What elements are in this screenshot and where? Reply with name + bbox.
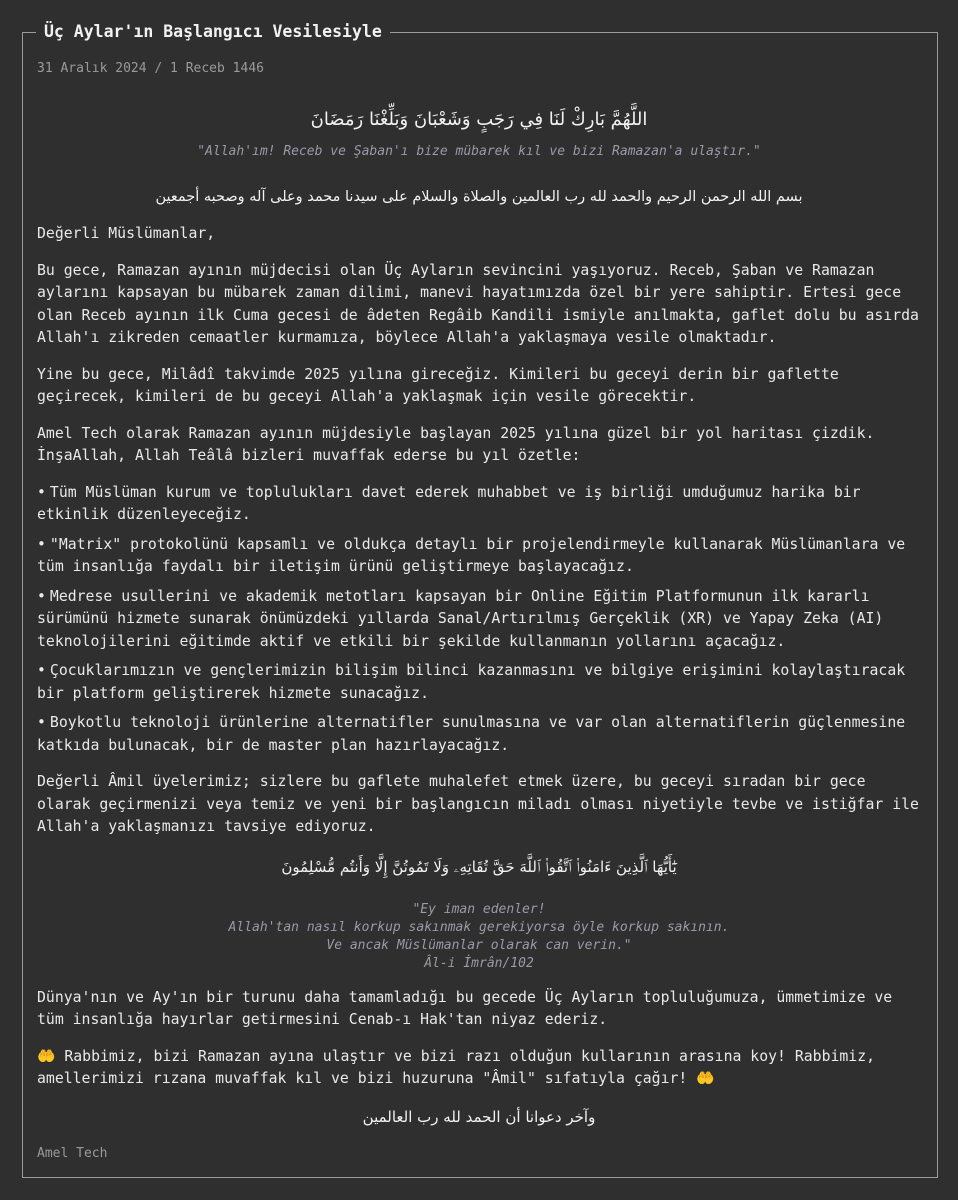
goal-text: Çocuklarımızın ve gençlerimizin bilişim bilinci kazanmasını ve bilgiye erişimini kolaylaştıracak bir platform geliştirerek hizmete sunacağız.: [37, 662, 906, 702]
closing-paragraph: Dünya'nın ve Ay'ın bir turunu daha tamamladığı bu gecede Üç Ayların topluluğumuza, ümmetimize ve tüm insanlığa hayırlar getirmesini Cenab-ı Hak'tan niyaz ederiz.: [37, 988, 893, 1028]
goal-text: Boykotlu teknoloji ürünlerine alternatifler sunulmasına ve var olan alternatiflerin güçlenmesine katkıda bulunacak, bir de master plan hazırlayacağız.: [37, 714, 906, 754]
list-item: [37, 534, 921, 579]
paragraph-2: Yine bu gece, Milâdî takvimde 2025 yılına gireceğiz. Kimileri bu geceyi derin bir gaflette geçirecek, kimileri de bu geceyi Allah'a yaklaşmak için vesile görecektir.: [37, 365, 839, 405]
paragraph-3: Amel Tech olarak Ramazan ayının müjdesiyle başlayan 2025 yılına güzel bir yol haritası çizdik. İnşaAllah, Allah Teâlâ bizleri muvaffak ederse bu yıl özetle:: [37, 424, 875, 464]
verse-line: "Ey iman edenler!: [412, 901, 546, 917]
praying-hands-icon: 🤲: [37, 1047, 56, 1065]
prayer-text: Rabbimiz, bizi Ramazan ayına ulaştır ve bizi razı olduğun kullarının arasına koy! Rabbimiz, amellerimizi rızana muvaffak kıl ve bizi huzuruna "Âmil" sıfatıyla çağır!: [37, 1047, 876, 1087]
goal-text: Tüm Müslüman kurum ve toplulukları davet ederek muhabbet ve iş birliği umduğumuz harika bir etkinlik düzenleyeceğiz.: [37, 483, 861, 523]
goals-list: [37, 482, 921, 758]
bullet-icon: •: [37, 662, 46, 679]
bullet-icon: •: [37, 535, 46, 553]
list-item: [37, 482, 921, 527]
verse-line: Allah'tan nasıl korkup sakınmak gerekiyorsa öyle korkup sakının.: [228, 919, 730, 935]
verse-reference: Âl-i İmrân/102: [424, 955, 534, 971]
bullet-icon: •: [37, 483, 46, 501]
praying-hands-icon: 🤲: [696, 1070, 715, 1087]
prayer-paragraph: [37, 1046, 921, 1091]
verse-arabic: يَٰٓأَيُّهَا ٱلَّذِينَ ءَامَنُوا۟ ٱتَّقُوا۟ ٱللَّهَ حَقَّ تُقَاتِهِۦ وَلَا تَمُوتُنَّ إِلَّا وَأَنتُم مُّسْلِمُونَ: [281, 857, 677, 876]
letter-title: Üç Aylar'ın Başlangıcı Vesilesiyle: [36, 20, 390, 44]
goal-text: Medrese usullerini ve akademik metotları kapsayan bir Online Eğitim Platformunun ilk kararlı sürümünü hizmete sunarak önümüzdeki yıllarda Sanal/Artırılmış Gerçeklik (XR) ve Yapay Zeka (AI) teknolojilerini eğitimde aktif ve etkili bir şekilde kullanmanın yollarını açacağız.: [37, 587, 884, 650]
letter-content: [37, 100, 921, 1129]
list-item: [37, 660, 921, 705]
members-paragraph: Değerli Âmil üyelerimiz; sizlere bu gaflete muhalefet etmek üzere, bu geceyi sıradan bir gece olarak geçirmenizi veya temiz ve yeni bir başlangıcın miladı olması niyetiyle tevbe ve istiğfar ile Allah'a yaklaşmanızı tavsiye ediyoruz.: [37, 773, 919, 835]
opening-arabic-dua: اللَّهُمَّ بَارِكْ لَنَا فِي رَجَبٍ وَشَعْبَانَ وَبَلِّغْنَا رَمَضَانَ: [310, 109, 648, 130]
verse-line: Ve ancak Müslümanlar olarak can verin.": [326, 937, 632, 953]
closing-arabic: وآخر دعوانا أن الحمد لله رب العالمين: [362, 1107, 596, 1126]
letter-date: 31 Aralık 2024 / 1 Receb 1446: [37, 61, 264, 76]
opening-dua-translation: "Allah'ım! Receb ve Şaban'ı bize mübarek kıl ve bizi Ramazan'a ulaştır.": [197, 144, 761, 159]
signature: Amel Tech: [37, 1146, 108, 1161]
list-item: [37, 586, 921, 654]
verse-translation: [37, 901, 921, 973]
list-item: [37, 712, 921, 757]
greeting: Değerli Müslümanlar,: [37, 225, 216, 242]
bullet-icon: •: [37, 714, 46, 731]
bullet-icon: •: [37, 587, 46, 605]
paragraph-1: Bu gece, Ramazan ayının müjdecisi olan Üç Ayların sevincini yaşıyoruz. Receb, Şaban ve Ramazan aylarını kapsayan bu mübarek zaman dilimi, manevi hayatımızda özel bir yere sahiptir. Ertesi gece olan Receb ayının ilk Cuma gecesi de âdeten Regâib Kandili ismiyle anılmakta, gaflet dolu bu asırda Allah'ı zikreden cemaatler kurmamıza, böylece Allah'a yaklaşmaya vesile olmaktadır.: [37, 261, 919, 346]
goal-text: "Matrix" protokolünü kapsamlı ve oldukça detaylı bir projelendirmeyle kullanarak Müslümanlara ve tüm insanlığa faydalı bir iletişim ürünü geliştirmeye başlayacağız.: [37, 535, 906, 575]
basmala: بسم الله الرحمن الرحيم والحمد لله رب العالمين والصلاة والسلام على سيدنا محمد وعلى آله وصحبه أجمعين: [155, 189, 803, 205]
